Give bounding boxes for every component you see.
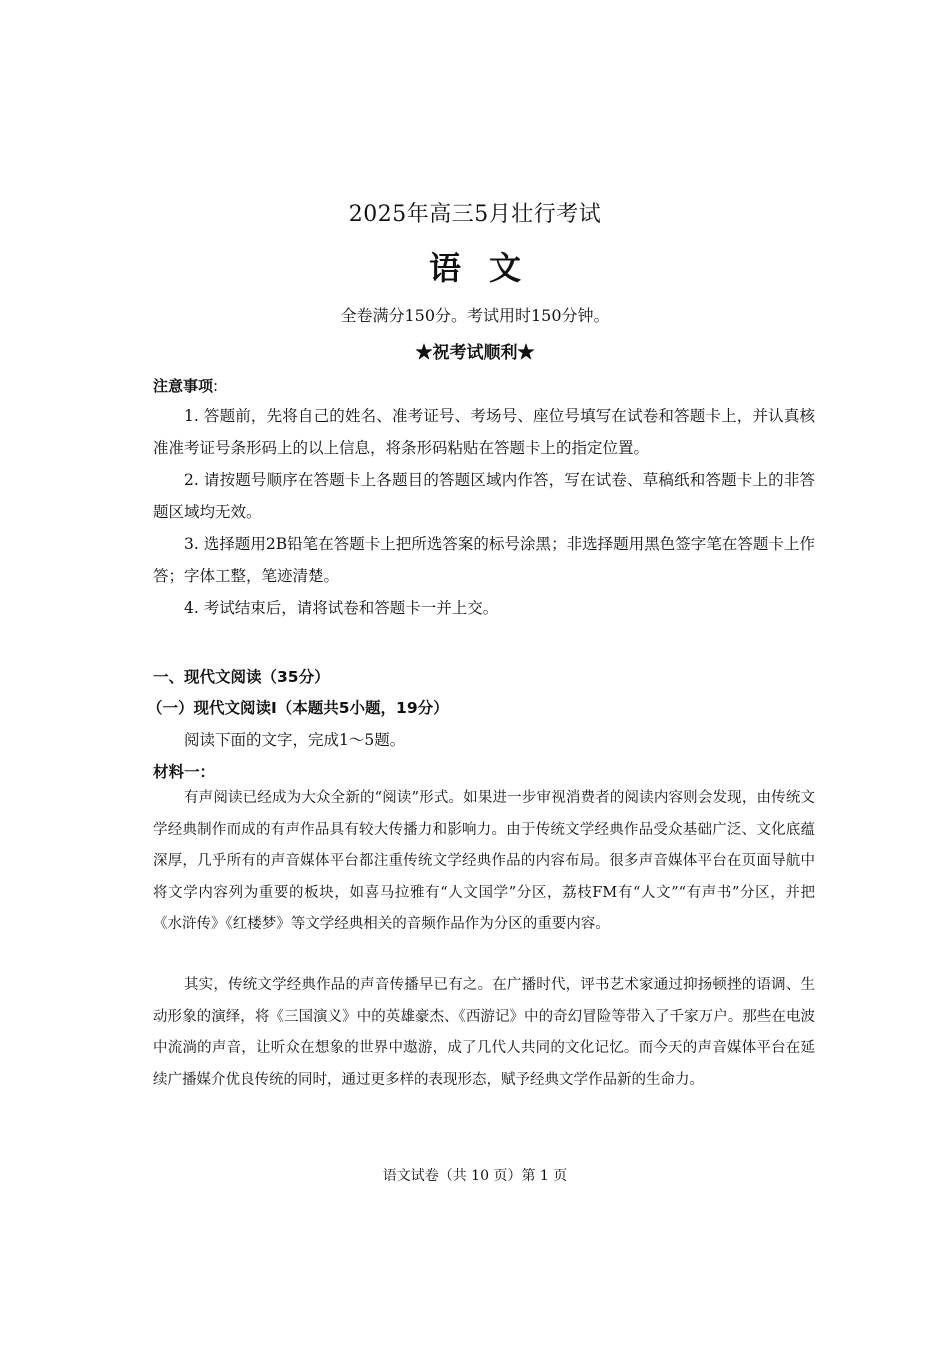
notice-item-1: 1. 答题前，先将自己的姓名、准考证号、考场号、座位号填写在试卷和答题卡上，并认真核准准考证号条形码上的以上信息，将条形码粘贴在答题卡上的指定位置。 [153,407,815,457]
good-luck-banner: ★祝考试顺利★ [415,343,535,363]
notice-heading [153,375,218,396]
section-subheading: （一）现代文阅读Ⅰ（本题共5小题，19分） [147,699,449,717]
section-heading: 一、现代文阅读（35分） [153,668,330,686]
notice-heading-colon: : [213,377,219,395]
reading-instruction: 阅读下面的文字，完成1～5题。 [184,731,406,749]
material-label: 材料一： [153,763,216,781]
notice-heading-label: 注意事项 [153,377,214,395]
notice-item-4: 4. 考试结束后，请将试卷和答题卡一并上交。 [184,599,499,617]
score-info: 全卷满分150分。考试用时150分钟。 [340,306,610,325]
subject-title: 语文 [428,249,549,287]
notice-item-3: 3. 选择题用2B铅笔在答题卡上把所选答案的标号涂黑；非选择题用黑色签字笔在答题卡上作答；字体工整，笔迹清楚。 [153,535,815,585]
page-footer: 语文试卷（共 10 页）第 1 页 [382,1168,568,1184]
material-paragraph-1: 有声阅读已经成为大众全新的“阅读”形式。如果进一步审视消费者的阅读内容则会发现，由传统文学经典制作而成的有声作品具有较大传播力和影响力。由于传统文学经典作品受众基础广泛、文化底蕴深厚，几乎所有的声音媒体平台都注重传统文学经典作品的内容布局。很多声音媒体平台在页面导航中将文学内容列为重要的板块，如喜马拉雅有“人文国学”分区，荔枝FM有“人文”“有声书”分区，并把《水浒传》《红楼梦》等文学经典相关的音频作品作为分区的重要内容。 [153,790,815,932]
exam-title: 2025年高三5月壮行考试 [348,202,602,227]
material-paragraph-2: 其实，传统文学经典作品的声音传播早已有之。在广播时代，评书艺术家通过抑扬顿挫的语调、生动形象的演绎，将《三国演义》中的英雄豪杰、《西游记》中的奇幻冒险等带入了千家万户。那些在电波中流淌的声音，让听众在想象的世界中遨游，成了几代人共同的文化记忆。而今天的声音媒体平台在延续广播媒介优良传统的同时，通过更多样的表现形态，赋予经典文学作品新的生命力。 [153,977,815,1088]
notice-item-2: 2. 请按题号顺序在答题卡上各题目的答题区域内作答，写在试卷、草稿纸和答题卡上的非答题区域均无效。 [153,471,815,521]
